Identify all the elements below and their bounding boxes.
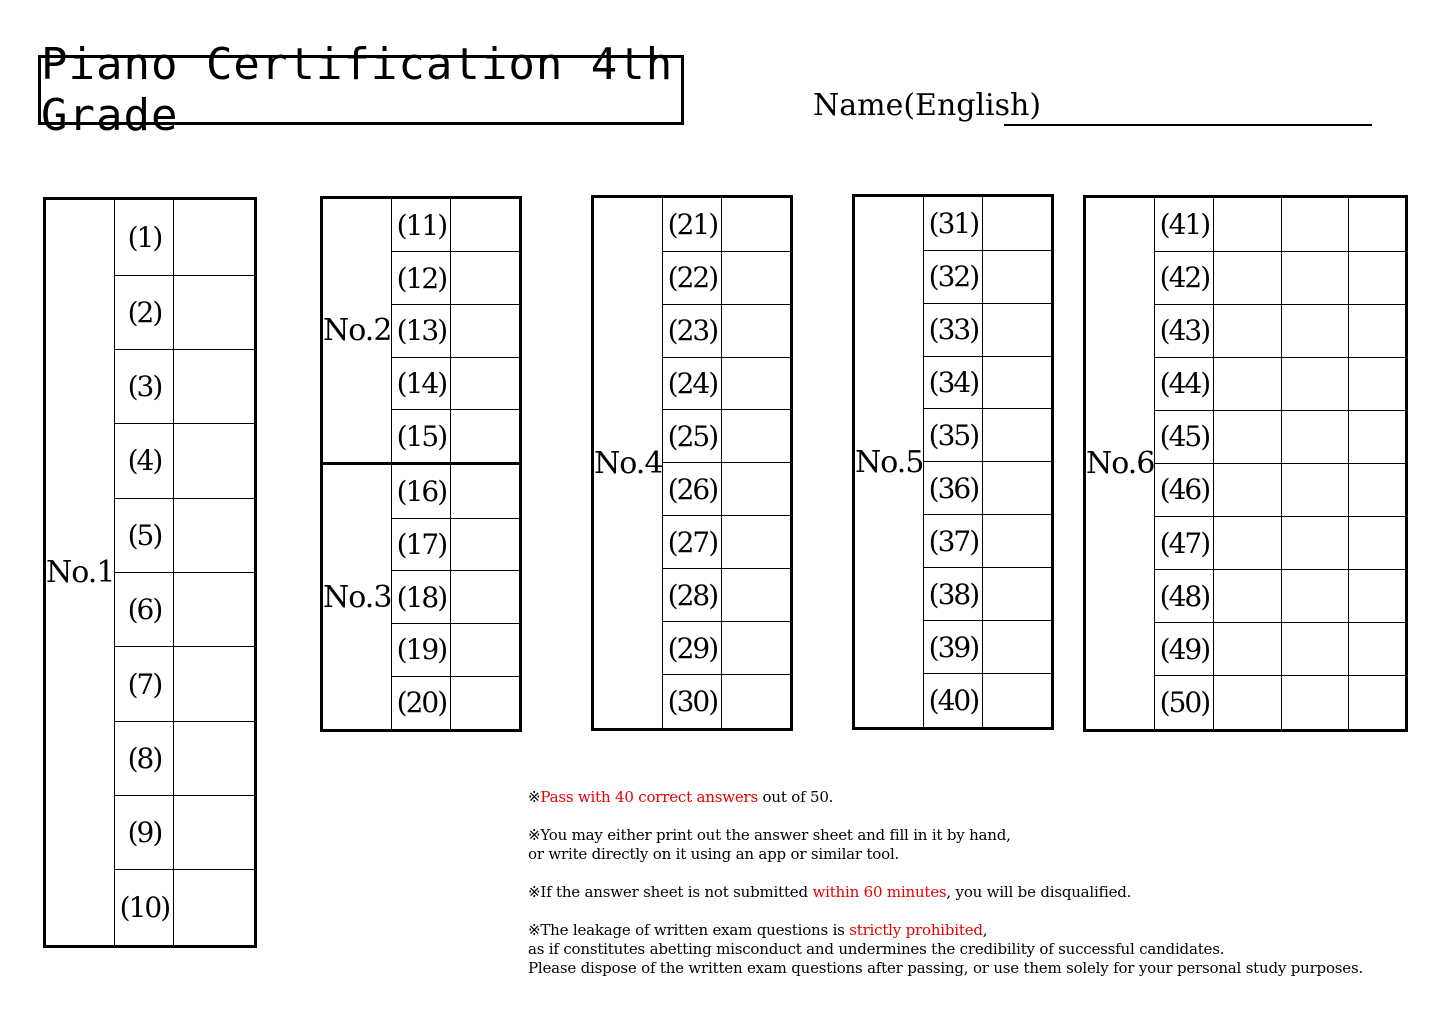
question-number: (38) bbox=[924, 568, 983, 621]
question-number: (4) bbox=[115, 424, 174, 498]
page-title bbox=[38, 39, 684, 141]
answer-cell[interactable] bbox=[1214, 304, 1282, 357]
question-number: (13) bbox=[392, 304, 451, 357]
question-number: (11) bbox=[392, 198, 451, 252]
answer-cell[interactable] bbox=[451, 571, 521, 624]
question-number: (39) bbox=[924, 621, 983, 674]
answer-cell[interactable] bbox=[1349, 623, 1407, 676]
answer-cell[interactable] bbox=[1349, 463, 1407, 516]
answer-cell[interactable] bbox=[451, 676, 521, 730]
answer-table-no5 bbox=[852, 194, 1054, 730]
question-number: (30) bbox=[663, 675, 722, 730]
answer-cell[interactable] bbox=[1349, 251, 1407, 304]
question-number: (43) bbox=[1155, 304, 1214, 357]
question-number: (46) bbox=[1155, 463, 1214, 516]
answer-cell[interactable] bbox=[983, 303, 1053, 356]
section-label-no2: No.2 bbox=[322, 198, 392, 464]
answer-cell[interactable] bbox=[722, 569, 792, 622]
answer-cell[interactable] bbox=[451, 198, 521, 252]
answer-cell[interactable] bbox=[983, 462, 1053, 515]
question-number: (20) bbox=[392, 676, 451, 730]
answer-cell[interactable] bbox=[1349, 676, 1407, 731]
question-number: (29) bbox=[663, 622, 722, 675]
answer-row bbox=[45, 199, 256, 276]
answer-cell[interactable] bbox=[451, 304, 521, 357]
note-leak: ※The leakage of written exam questions is strictly prohibited, as if constitutes abetting misconduct and undermines the credibility of successful candidates. Please dispose of the written exam questions after passing, or use them solely for your personal study purposes. bbox=[528, 921, 1364, 977]
question-number: (8) bbox=[115, 721, 174, 795]
question-number: (36) bbox=[924, 462, 983, 515]
answer-cell[interactable] bbox=[174, 572, 256, 646]
question-number: (48) bbox=[1155, 570, 1214, 623]
answer-cell[interactable] bbox=[983, 568, 1053, 621]
answer-cell[interactable] bbox=[1214, 623, 1282, 676]
question-number: (9) bbox=[115, 796, 174, 870]
answer-row bbox=[322, 198, 521, 252]
question-number: (49) bbox=[1155, 623, 1214, 676]
answer-cell[interactable] bbox=[1214, 410, 1282, 463]
question-number: (10) bbox=[115, 870, 174, 947]
question-number: (47) bbox=[1155, 517, 1214, 570]
answer-cell[interactable] bbox=[174, 199, 256, 276]
question-number: (19) bbox=[392, 624, 451, 677]
question-number: (26) bbox=[663, 463, 722, 516]
answer-cell[interactable] bbox=[983, 250, 1053, 303]
answer-cell[interactable] bbox=[722, 463, 792, 516]
answer-cell[interactable] bbox=[1282, 410, 1349, 463]
answer-table-no4 bbox=[591, 195, 793, 731]
answer-cell[interactable] bbox=[174, 349, 256, 423]
answer-cell[interactable] bbox=[1282, 304, 1349, 357]
answer-cell[interactable] bbox=[1214, 570, 1282, 623]
answer-cell[interactable] bbox=[722, 622, 792, 675]
answer-cell[interactable] bbox=[174, 498, 256, 572]
answer-cell[interactable] bbox=[983, 196, 1053, 251]
answer-cell[interactable] bbox=[1349, 517, 1407, 570]
question-number: (31) bbox=[924, 196, 983, 251]
answer-cell[interactable] bbox=[1349, 570, 1407, 623]
question-number: (1) bbox=[115, 199, 174, 276]
answer-cell[interactable] bbox=[174, 424, 256, 498]
note-time: ※If the answer sheet is not submitted within 60 minutes, you will be disqualified. bbox=[528, 883, 1132, 901]
question-number: (17) bbox=[392, 518, 451, 571]
answer-cell[interactable] bbox=[174, 721, 256, 795]
answer-cell[interactable] bbox=[174, 870, 256, 947]
answer-cell[interactable] bbox=[1282, 251, 1349, 304]
answer-row bbox=[854, 196, 1053, 251]
question-number: (18) bbox=[392, 571, 451, 624]
answer-cell[interactable] bbox=[983, 674, 1053, 729]
answer-cell[interactable] bbox=[1214, 251, 1282, 304]
answer-cell[interactable] bbox=[1214, 463, 1282, 516]
question-number: (12) bbox=[392, 252, 451, 305]
section-label-no4: No.4 bbox=[593, 197, 663, 730]
answer-table-no1 bbox=[43, 197, 257, 948]
question-number: (25) bbox=[663, 410, 722, 463]
question-number: (2) bbox=[115, 275, 174, 349]
question-number: (34) bbox=[924, 356, 983, 409]
question-number: (24) bbox=[663, 357, 722, 410]
question-number: (33) bbox=[924, 303, 983, 356]
answer-cell[interactable] bbox=[451, 518, 521, 571]
question-number: (40) bbox=[924, 674, 983, 729]
answer-table-no2-no3 bbox=[320, 196, 522, 732]
question-number: (27) bbox=[663, 516, 722, 569]
note-pass: ※Pass with 40 correct answers out of 50. bbox=[528, 788, 834, 806]
answer-cell[interactable] bbox=[1282, 570, 1349, 623]
answer-cell[interactable] bbox=[722, 357, 792, 410]
answer-cell[interactable] bbox=[174, 647, 256, 721]
answer-table-no6 bbox=[1083, 195, 1408, 732]
answer-cell[interactable] bbox=[722, 304, 792, 357]
question-number: (14) bbox=[392, 357, 451, 410]
answer-row bbox=[322, 464, 521, 518]
answer-cell[interactable] bbox=[1214, 676, 1282, 731]
note-leak-highlight: strictly prohibited bbox=[849, 921, 983, 939]
answer-cell[interactable] bbox=[1282, 197, 1349, 252]
answer-cell[interactable] bbox=[451, 252, 521, 305]
answer-cell[interactable] bbox=[451, 624, 521, 677]
name-input-line[interactable] bbox=[1004, 124, 1372, 126]
question-number: (7) bbox=[115, 647, 174, 721]
answer-row bbox=[593, 197, 792, 252]
answer-cell[interactable] bbox=[174, 796, 256, 870]
question-number: (41) bbox=[1155, 197, 1214, 252]
question-number: (45) bbox=[1155, 410, 1214, 463]
answer-cell[interactable] bbox=[722, 675, 792, 730]
instructions bbox=[528, 788, 1428, 997]
answer-cell[interactable] bbox=[1214, 197, 1282, 252]
question-number: (42) bbox=[1155, 251, 1214, 304]
answer-cell[interactable] bbox=[451, 357, 521, 410]
answer-row bbox=[1085, 197, 1407, 252]
answer-cell[interactable] bbox=[722, 197, 792, 252]
answer-cell[interactable] bbox=[1214, 357, 1282, 410]
answer-cell[interactable] bbox=[983, 621, 1053, 674]
section-label-no6: No.6 bbox=[1085, 197, 1155, 731]
question-number: (32) bbox=[924, 250, 983, 303]
answer-cell[interactable] bbox=[1214, 517, 1282, 570]
section-label-no5: No.5 bbox=[854, 196, 924, 729]
question-number: (37) bbox=[924, 515, 983, 568]
question-number: (44) bbox=[1155, 357, 1214, 410]
answer-cell[interactable] bbox=[983, 409, 1053, 462]
question-number: (15) bbox=[392, 410, 451, 464]
answer-cell[interactable] bbox=[1349, 304, 1407, 357]
answer-cell[interactable] bbox=[722, 251, 792, 304]
note-time-highlight: within 60 minutes bbox=[812, 883, 947, 901]
section-label-no3: No.3 bbox=[322, 464, 392, 731]
note-pass-highlight: Pass with 40 correct answers bbox=[540, 788, 758, 806]
answer-cell[interactable] bbox=[451, 464, 521, 518]
question-number: (5) bbox=[115, 498, 174, 572]
note-print: ※You may either print out the answer sheet and fill in it by hand, or write directly on it using an app or similar tool. bbox=[528, 826, 1011, 863]
answer-cell[interactable] bbox=[983, 356, 1053, 409]
question-number: (16) bbox=[392, 464, 451, 518]
answer-cell[interactable] bbox=[722, 410, 792, 463]
question-number: (6) bbox=[115, 572, 174, 646]
answer-cell[interactable] bbox=[451, 410, 521, 464]
answer-cell[interactable] bbox=[1282, 517, 1349, 570]
answer-cell[interactable] bbox=[722, 516, 792, 569]
question-number: (50) bbox=[1155, 676, 1214, 731]
answer-cell[interactable] bbox=[983, 515, 1053, 568]
answer-cell[interactable] bbox=[1349, 410, 1407, 463]
answer-cell[interactable] bbox=[174, 275, 256, 349]
answer-cell[interactable] bbox=[1282, 676, 1349, 731]
answer-cell[interactable] bbox=[1349, 197, 1407, 252]
answer-cell[interactable] bbox=[1282, 463, 1349, 516]
answer-cell[interactable] bbox=[1282, 623, 1349, 676]
question-number: (21) bbox=[663, 197, 722, 252]
question-number: (23) bbox=[663, 304, 722, 357]
answer-cell[interactable] bbox=[1282, 357, 1349, 410]
question-number: (35) bbox=[924, 409, 983, 462]
name-label: Name(English) bbox=[813, 88, 1042, 123]
question-number: (28) bbox=[663, 569, 722, 622]
section-label-no1: No.1 bbox=[45, 199, 115, 947]
question-number: (22) bbox=[663, 251, 722, 304]
page-title-text: Piano Certification 4th Grade bbox=[41, 39, 674, 141]
answer-cell[interactable] bbox=[1349, 357, 1407, 410]
question-number: (3) bbox=[115, 349, 174, 423]
